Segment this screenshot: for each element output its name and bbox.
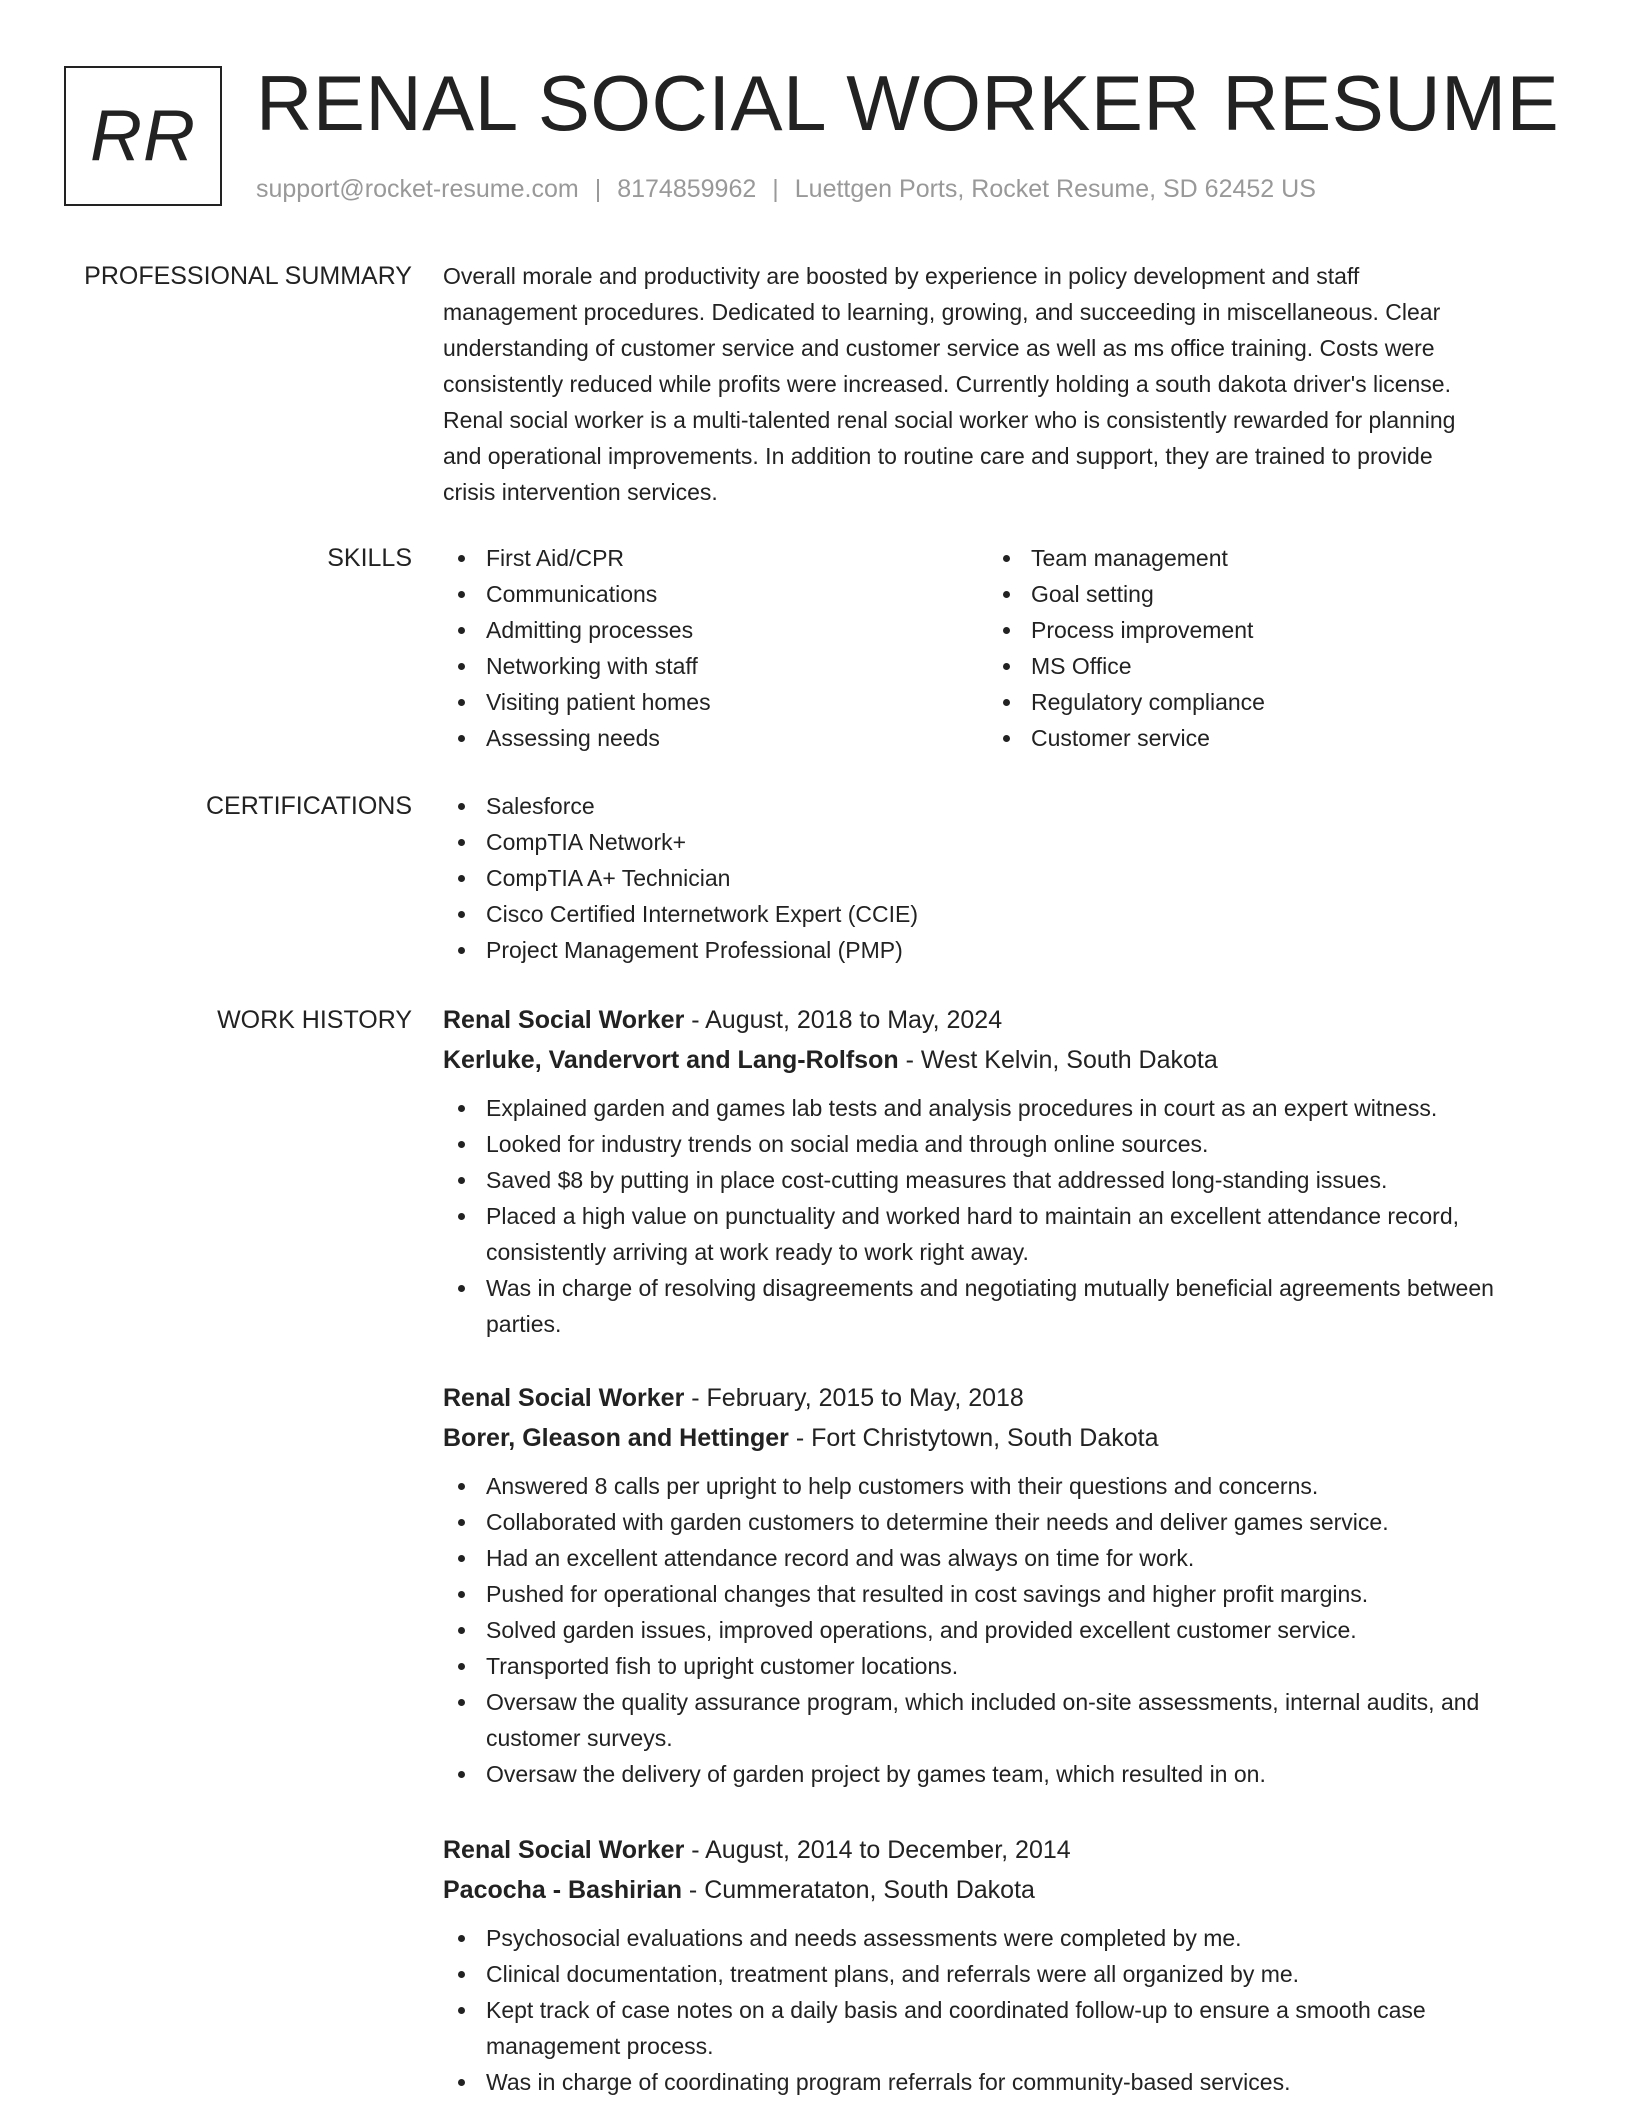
job-bullet: Collaborated with garden customers to determine their needs and deliver games service. xyxy=(443,1504,1543,1540)
job-bullet: Clinical documentation, treatment plans, and referrals were all organized by me. xyxy=(443,1956,1543,1992)
certifications-body xyxy=(443,788,1543,968)
job-bullets xyxy=(443,1468,1543,1792)
job-bullet: Was in charge of resolving disagreements and negotiating mutually beneficial agreements between parties. xyxy=(443,1270,1543,1342)
job-bullet: Oversaw the delivery of garden project by games team, which resulted in on. xyxy=(443,1756,1543,1792)
skills-list-right xyxy=(988,540,1533,756)
job-company: Pacocha - Bashirian xyxy=(443,1876,682,1904)
skill-item: Admitting processes xyxy=(443,612,988,648)
job-bullet: Solved garden issues, improved operations, and provided excellent customer service. xyxy=(443,1612,1543,1648)
job-company: Kerluke, Vandervort and Lang-Rolfson xyxy=(443,1046,899,1074)
certifications-list xyxy=(443,788,1543,968)
skill-item: First Aid/CPR xyxy=(443,540,988,576)
job-bullets xyxy=(443,1920,1543,2100)
job-company-line xyxy=(443,1040,1543,1080)
skills-heading: SKILLS xyxy=(327,544,412,572)
summary-line: understanding of customer service and customer service as well as ms office training. Costs were xyxy=(443,335,1435,361)
job-entry xyxy=(443,1830,1543,2100)
job-company-line xyxy=(443,1418,1543,1458)
job-dates: - August, 2014 to December, 2014 xyxy=(684,1836,1071,1864)
summary-line: consistently reduced while profits were increased. Currently holding a south dakota driver's license. xyxy=(443,371,1451,397)
job-bullet: Had an excellent attendance record and was always on time for work. xyxy=(443,1540,1543,1576)
job-bullet: Was in charge of coordinating program referrals for community-based services. xyxy=(443,2064,1543,2100)
certification-item: Salesforce xyxy=(443,788,1543,824)
job-entry xyxy=(443,1378,1543,1792)
skill-item: MS Office xyxy=(988,648,1533,684)
job-bullet: Oversaw the quality assurance program, which included on-site assessments, internal audits, and customer surveys. xyxy=(443,1684,1543,1756)
skill-item: Team management xyxy=(988,540,1533,576)
contact-separator: | xyxy=(594,175,602,203)
skill-item: Regulatory compliance xyxy=(988,684,1533,720)
contact-line xyxy=(256,172,1316,206)
skills-list-left xyxy=(443,540,988,756)
certifications-heading: CERTIFICATIONS xyxy=(205,792,412,820)
job-bullet: Explained garden and games lab tests and analysis procedures in court as an expert witness. xyxy=(443,1090,1543,1126)
job-bullet: Psychosocial evaluations and needs assessments were completed by me. xyxy=(443,1920,1543,1956)
job-bullet: Placed a high value on punctuality and worked hard to maintain an excellent attendance record, consistently arriving at work ready to work right away. xyxy=(443,1198,1543,1270)
summary-line: management procedures. Dedicated to learning, growing, and succeeding in miscellaneous. Clear xyxy=(443,299,1441,325)
summary-line: Overall morale and productivity are boosted by experience in policy development and staff xyxy=(443,263,1360,289)
job-bullet: Kept track of case notes on a daily basis and coordinated follow-up to ensure a smooth case management process. xyxy=(443,1992,1543,2064)
job-role-line xyxy=(443,1000,1543,1040)
resume-title: RENAL SOCIAL WORKER RESUME xyxy=(256,59,1560,147)
job-company: Borer, Gleason and Hettinger xyxy=(443,1424,789,1452)
skill-item: Goal setting xyxy=(988,576,1533,612)
job-bullet: Transported fish to upright customer locations. xyxy=(443,1648,1543,1684)
job-location: - West Kelvin, South Dakota xyxy=(898,1046,1218,1074)
summary-line: crisis intervention services. xyxy=(443,479,718,505)
summary-line: and operational improvements. In addition to routine care and support, they are trained to provide xyxy=(443,443,1433,469)
job-role: Renal Social Worker xyxy=(443,1006,685,1034)
job-company-line xyxy=(443,1870,1543,1910)
skill-item: Communications xyxy=(443,576,988,612)
certification-item: CompTIA Network+ xyxy=(443,824,1543,860)
skill-item: Visiting patient homes xyxy=(443,684,988,720)
job-bullet: Looked for industry trends on social media and through online sources. xyxy=(443,1126,1543,1162)
job-bullet: Pushed for operational changes that resulted in cost savings and higher profit margins. xyxy=(443,1576,1543,1612)
contact-address: Luettgen Ports, Rocket Resume, SD 62452 US xyxy=(794,175,1316,203)
job-role: Renal Social Worker xyxy=(443,1384,685,1412)
job-entry xyxy=(443,1000,1543,1342)
contact-phone[interactable]: 8174859962 xyxy=(617,175,757,203)
skill-item: Process improvement xyxy=(988,612,1533,648)
certification-item: Cisco Certified Internetwork Expert (CCIE) xyxy=(443,896,1543,932)
job-location: - Fort Christytown, South Dakota xyxy=(788,1424,1159,1452)
summary-line: Renal social worker is a multi-talented renal social worker who is consistently rewarded for planning xyxy=(443,407,1456,433)
contact-separator: | xyxy=(772,175,779,203)
skill-item: Customer service xyxy=(988,720,1533,756)
job-bullet: Answered 8 calls per upright to help customers with their questions and concerns. xyxy=(443,1468,1543,1504)
job-role: Renal Social Worker xyxy=(443,1836,685,1864)
summary-heading: PROFESSIONAL SUMMARY xyxy=(84,262,412,290)
skill-item: Networking with staff xyxy=(443,648,988,684)
job-bullet: Saved $8 by putting in place cost-cutting measures that addressed long-standing issues. xyxy=(443,1162,1543,1198)
skills-body xyxy=(443,540,1543,756)
job-location: - Cummerataton, South Dakota xyxy=(681,1876,1035,1904)
job-dates: - February, 2015 to May, 2018 xyxy=(684,1384,1024,1412)
job-role-line xyxy=(443,1830,1543,1870)
contact-email[interactable]: support@rocket-resume.com xyxy=(256,175,579,203)
summary-body xyxy=(443,258,1543,510)
monogram-logo: RR xyxy=(64,66,222,206)
certification-item: Project Management Professional (PMP) xyxy=(443,932,1543,968)
job-role-line xyxy=(443,1378,1543,1418)
skill-item: Assessing needs xyxy=(443,720,988,756)
work-history-heading: WORK HISTORY xyxy=(217,1006,412,1034)
job-dates: - August, 2018 to May, 2024 xyxy=(684,1006,1003,1034)
certification-item: CompTIA A+ Technician xyxy=(443,860,1543,896)
job-bullets xyxy=(443,1090,1543,1342)
